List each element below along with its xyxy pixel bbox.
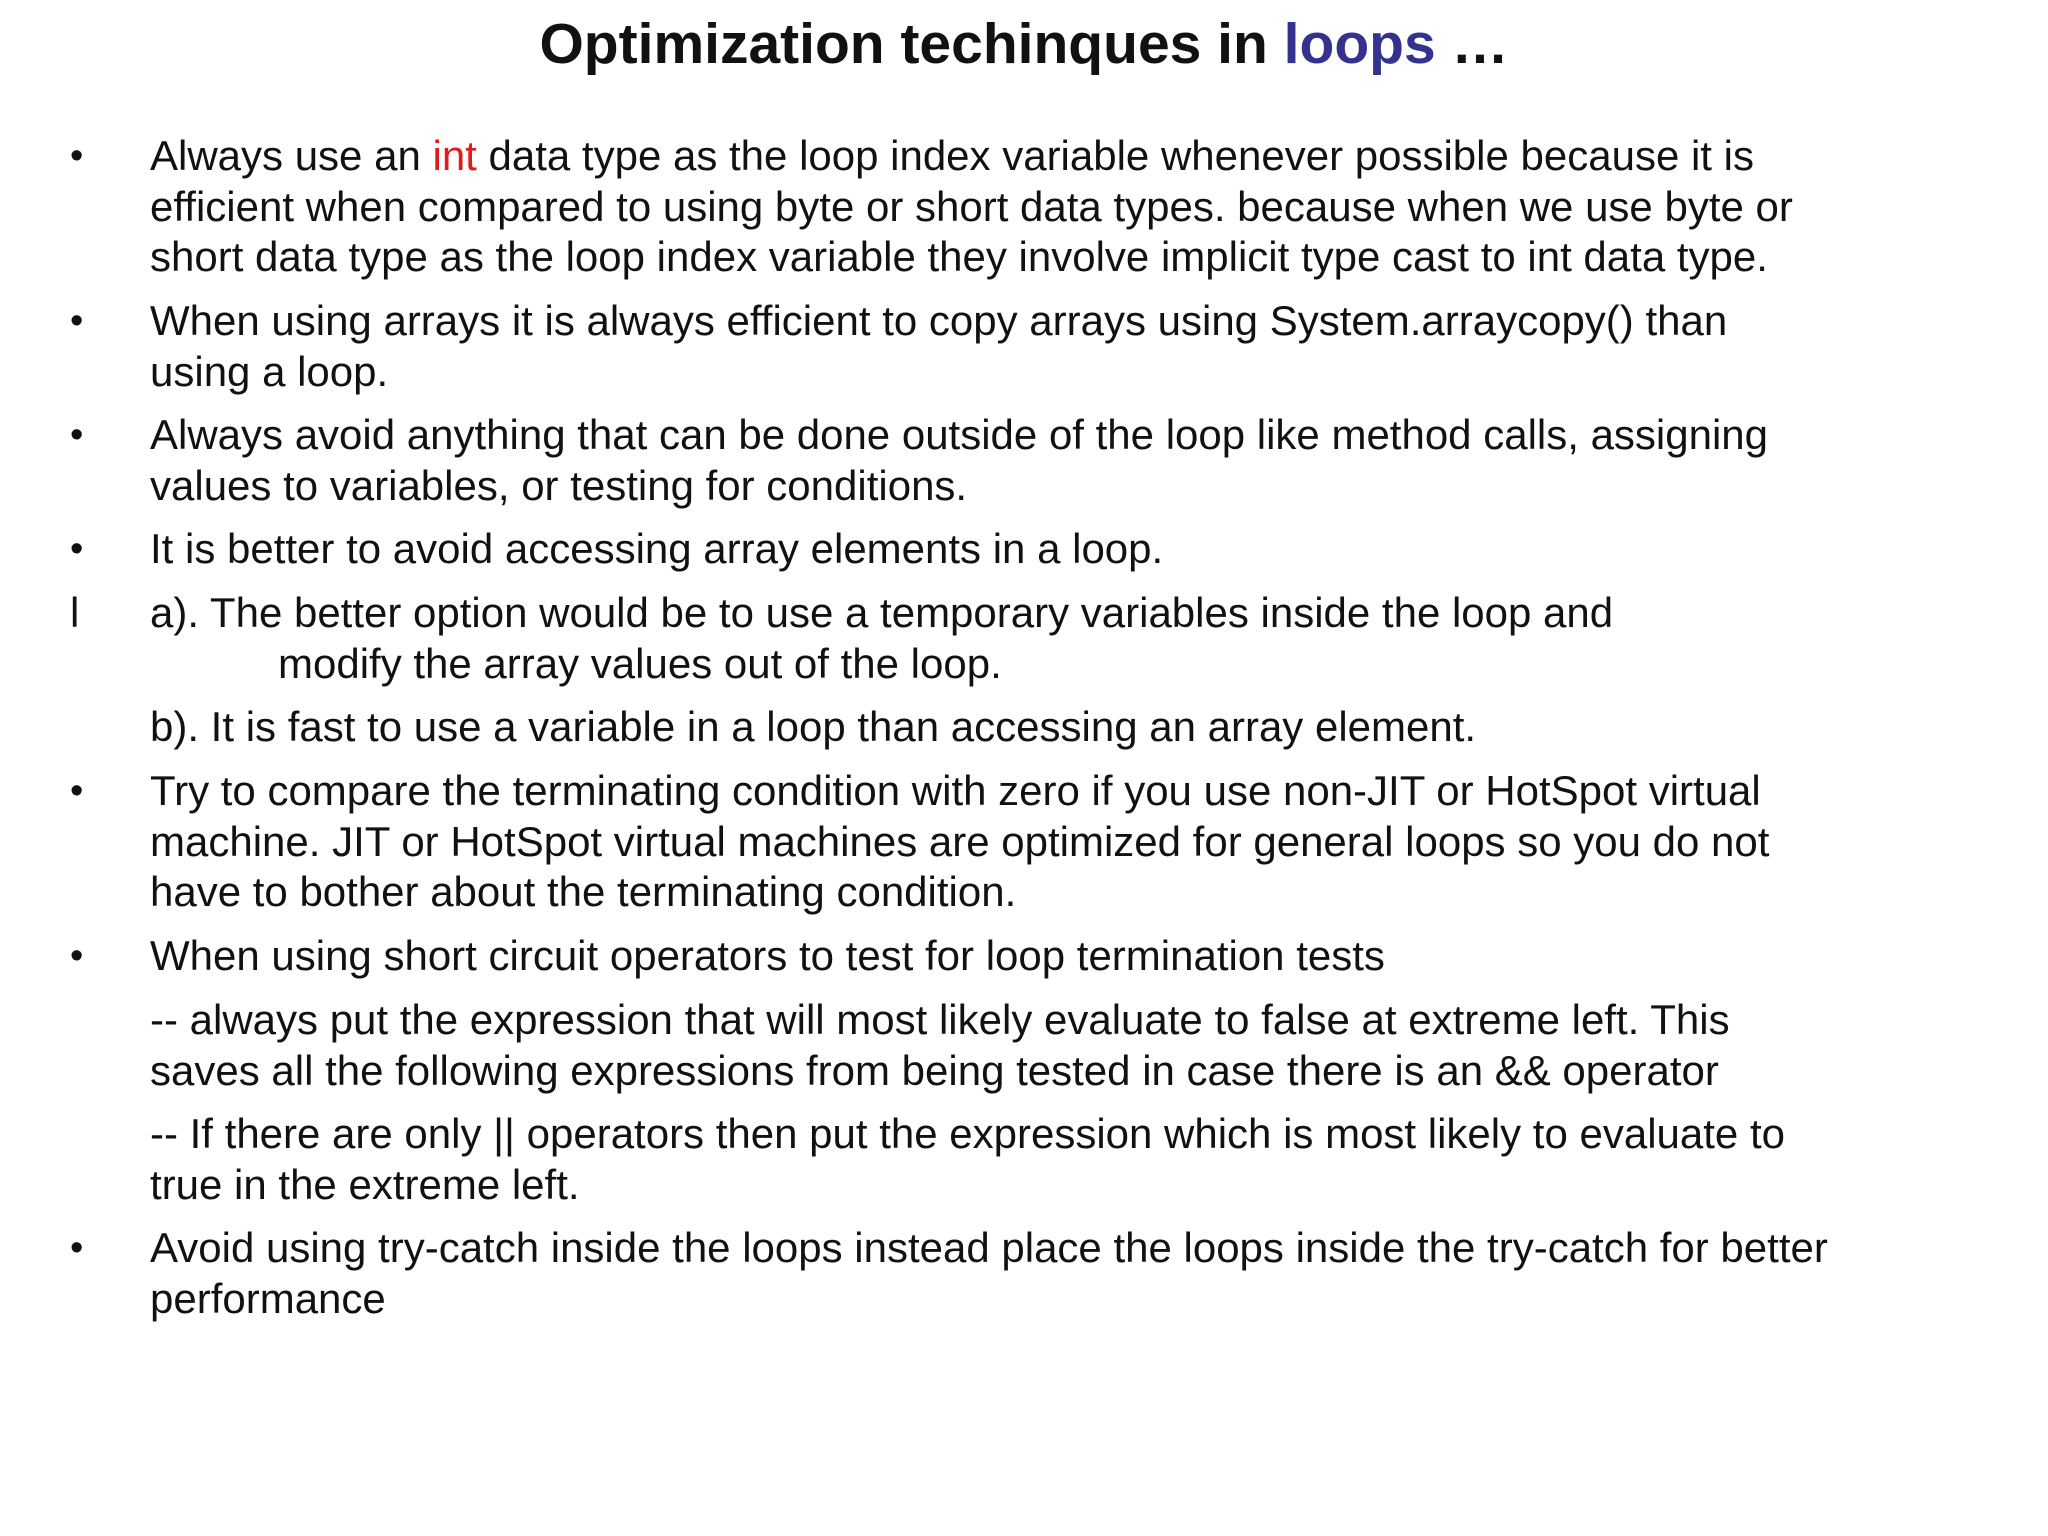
text-line: Avoid using try-catch inside the loops instead place the loops inside the try-catch for better	[150, 1224, 1828, 1271]
text-line: When using short circuit operators to test for loop termination tests	[150, 932, 1385, 979]
text-line: a). The better option would be to use a temporary variables inside the loop and	[150, 589, 1614, 636]
title-prefix: Optimization techinques in	[539, 12, 1284, 76]
list-item-text	[150, 410, 2010, 511]
text-line: true in the extreme left.	[150, 1160, 580, 1208]
bullet-marker: •	[70, 770, 84, 812]
text-line: Try to compare the terminating condition with zero if you use non-JIT or HotSpot virtual	[150, 767, 1761, 814]
bullet-marker: •	[70, 935, 84, 977]
list-item-text	[150, 588, 2010, 689]
list-item-text	[150, 296, 2010, 397]
text-line: machine. JIT or HotSpot virtual machines are optimized for general loops so you do not	[150, 817, 1770, 865]
highlight-int: int	[432, 132, 477, 179]
text-line: efficient when compared to using byte or short data types. because when we use byte or	[150, 182, 1793, 230]
text-line	[150, 131, 2010, 182]
list-marker: l	[70, 589, 80, 636]
text-segment: data type as the loop index variable whenever possible because it is	[476, 132, 1754, 179]
text-line: using a loop.	[150, 347, 389, 395]
bullet-marker: •	[70, 1227, 84, 1269]
text-line: saves all the following expressions from being tested in case there is an && operator	[150, 1046, 1719, 1094]
text-line: -- If there are only || operators then put the expression which is most likely to evaluate to	[150, 1110, 1785, 1157]
title-suffix: …	[1435, 12, 1509, 76]
list-item-text	[150, 1223, 2010, 1324]
text-line: short data type as the loop index variable they involve implicit type cast to int data type.	[150, 233, 1768, 280]
list-item-text	[150, 931, 2010, 982]
list-item-text	[150, 995, 2010, 1096]
text-line: performance	[150, 1274, 386, 1322]
bullet-marker: •	[70, 528, 84, 570]
text-line: -- always put the expression that will most likely evaluate to false at extreme left. This	[150, 996, 1730, 1043]
bullet-marker: •	[70, 414, 84, 456]
text-line: values to variables, or testing for conditions.	[150, 461, 968, 509]
list-item-text	[150, 766, 2010, 918]
bullet-marker: •	[70, 300, 84, 342]
bullet-marker: •	[70, 135, 84, 177]
text-line: Always avoid anything that can be done outside of the loop like method calls, assigning	[150, 411, 1769, 458]
list-item-text	[150, 702, 2010, 753]
text-line: have to bother about the terminating condition.	[150, 868, 1017, 915]
list-item-text	[150, 131, 2010, 283]
text-line: It is better to avoid accessing array elements in a loop.	[150, 525, 1164, 572]
list-item-text	[150, 524, 2010, 575]
text-segment: Always use an	[150, 132, 433, 179]
text-line: When using arrays it is always efficient to copy arrays using System.arraycopy() than	[150, 297, 1728, 344]
text-line: modify the array values out of the loop.	[278, 639, 1002, 687]
text-line: b). It is fast to use a variable in a loop than accessing an array element.	[150, 703, 1477, 750]
list-item-text	[150, 1109, 2010, 1210]
title-accent: loops	[1283, 12, 1436, 76]
